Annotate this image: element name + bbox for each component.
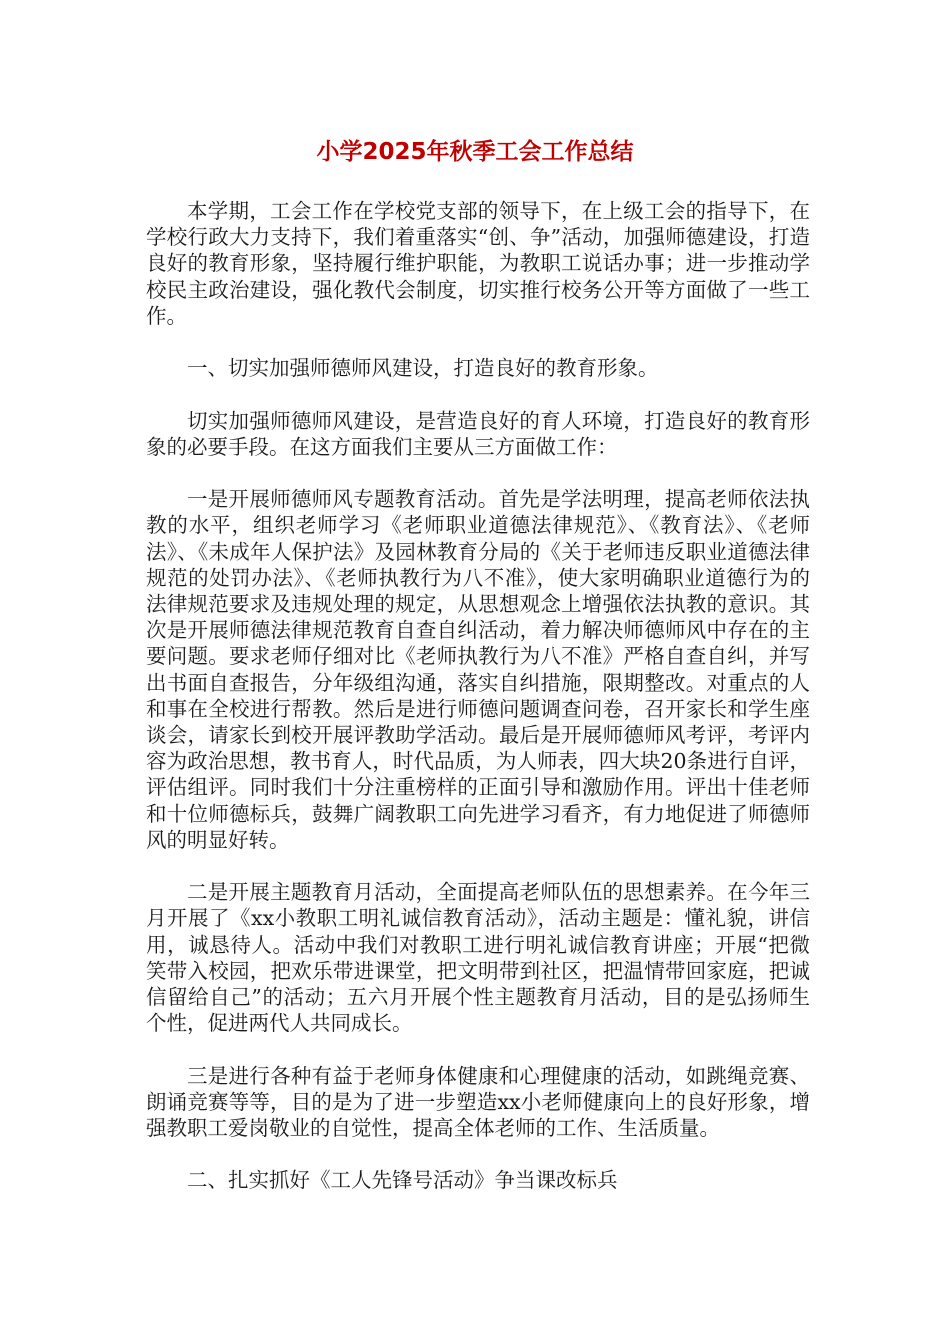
- paragraph-intro: 本学期，工会工作在学校党支部的领导下，在上级工会的指导下，在学校行政大力支持下，我们着重落实“创、争”活动，加强师德建设，打造良好的教育形象，坚持履行维护职能，为教职工说话办事；进一步推动学校民主政治建设，强化教代会制度，切实推行校务公开等方面做了一些工作。: [146, 199, 810, 328]
- paragraph-item-1: 一是开展师德师风专题教育活动。首先是学法明理，提高老师依法执教的水平，组织老师学习《老师职业道德法律规范》、《教育法》、《老师法》、《未成年人保护法》及园林教育分局的《关于老师违反职业道德法律规范的处罚办法》、《老师执教行为八不准》，使大家明确职业道德行为的法律规范要求及违规处理的规定，从思想观念上增强依法执教的意识。其次是开展师德法律规范教育自查自纠活动，着力解决师德师风中存在的主要问题。要求老师仔细对比《老师执教行为八不准》严格自查自纠，并写出书面自查报告，分年级组沟通，落实自纠措施，限期整改。对重点的人和事在全校进行帮教。然后是进行师德问题调查问卷，召开家长和学生座谈会，请家长到校开展评教助学活动。最后是开展师德师风考评，考评内容为政治思想，教书育人，时代品质，为人师表，四大块20条进行自评，评估组评。同时我们十分注重榜样的正面引导和激励作用。评出十佳老师和十位师德标兵，鼓舞广阔教职工向先进学习看齐，有力地促进了师德师风的明显好转。: [146, 487, 810, 852]
- section-heading-1: 一、切实加强师德师风建设，打造良好的教育形象。: [187, 356, 659, 381]
- paragraph-item-3: 三是进行各种有益于老师身体健康和心理健康的活动，如跳绳竞赛、朗诵竞赛等等，目的是为了进一步塑造xx小老师健康向上的良好形象，增强教职工爱岗敬业的自觉性，提高全体老师的工作、生活质量。: [146, 1063, 810, 1141]
- document-title: 小学2025年秋季工会工作总结: [316, 139, 634, 165]
- paragraph-item-2: 二是开展主题教育月活动，全面提高老师队伍的思想素养。在今年三月开展了《xx小教职工明礼诚信教育活动》，活动主题是：懂礼貌，讲信用，诚恳待人。活动中我们对教职工进行明礼诚信教育讲座；开展“把微笑带入校园，把欢乐带进课堂，把文明带到社区，把温情带回家庭，把诚信留给自己”的活动；五六月开展个性主题教育月活动，目的是弘扬师生个性，促进两代人共同成长。: [146, 880, 810, 1036]
- document-body: [146, 198, 810, 1220]
- section-heading-2: 二、扎实抓好《工人先锋号活动》争当课改标兵: [187, 1168, 618, 1193]
- paragraph-section-1-intro: 切实加强师德师风建设，是营造良好的育人环境，打造良好的教育形象的必要手段。在这方面我们主要从三方面做工作：: [146, 408, 810, 459]
